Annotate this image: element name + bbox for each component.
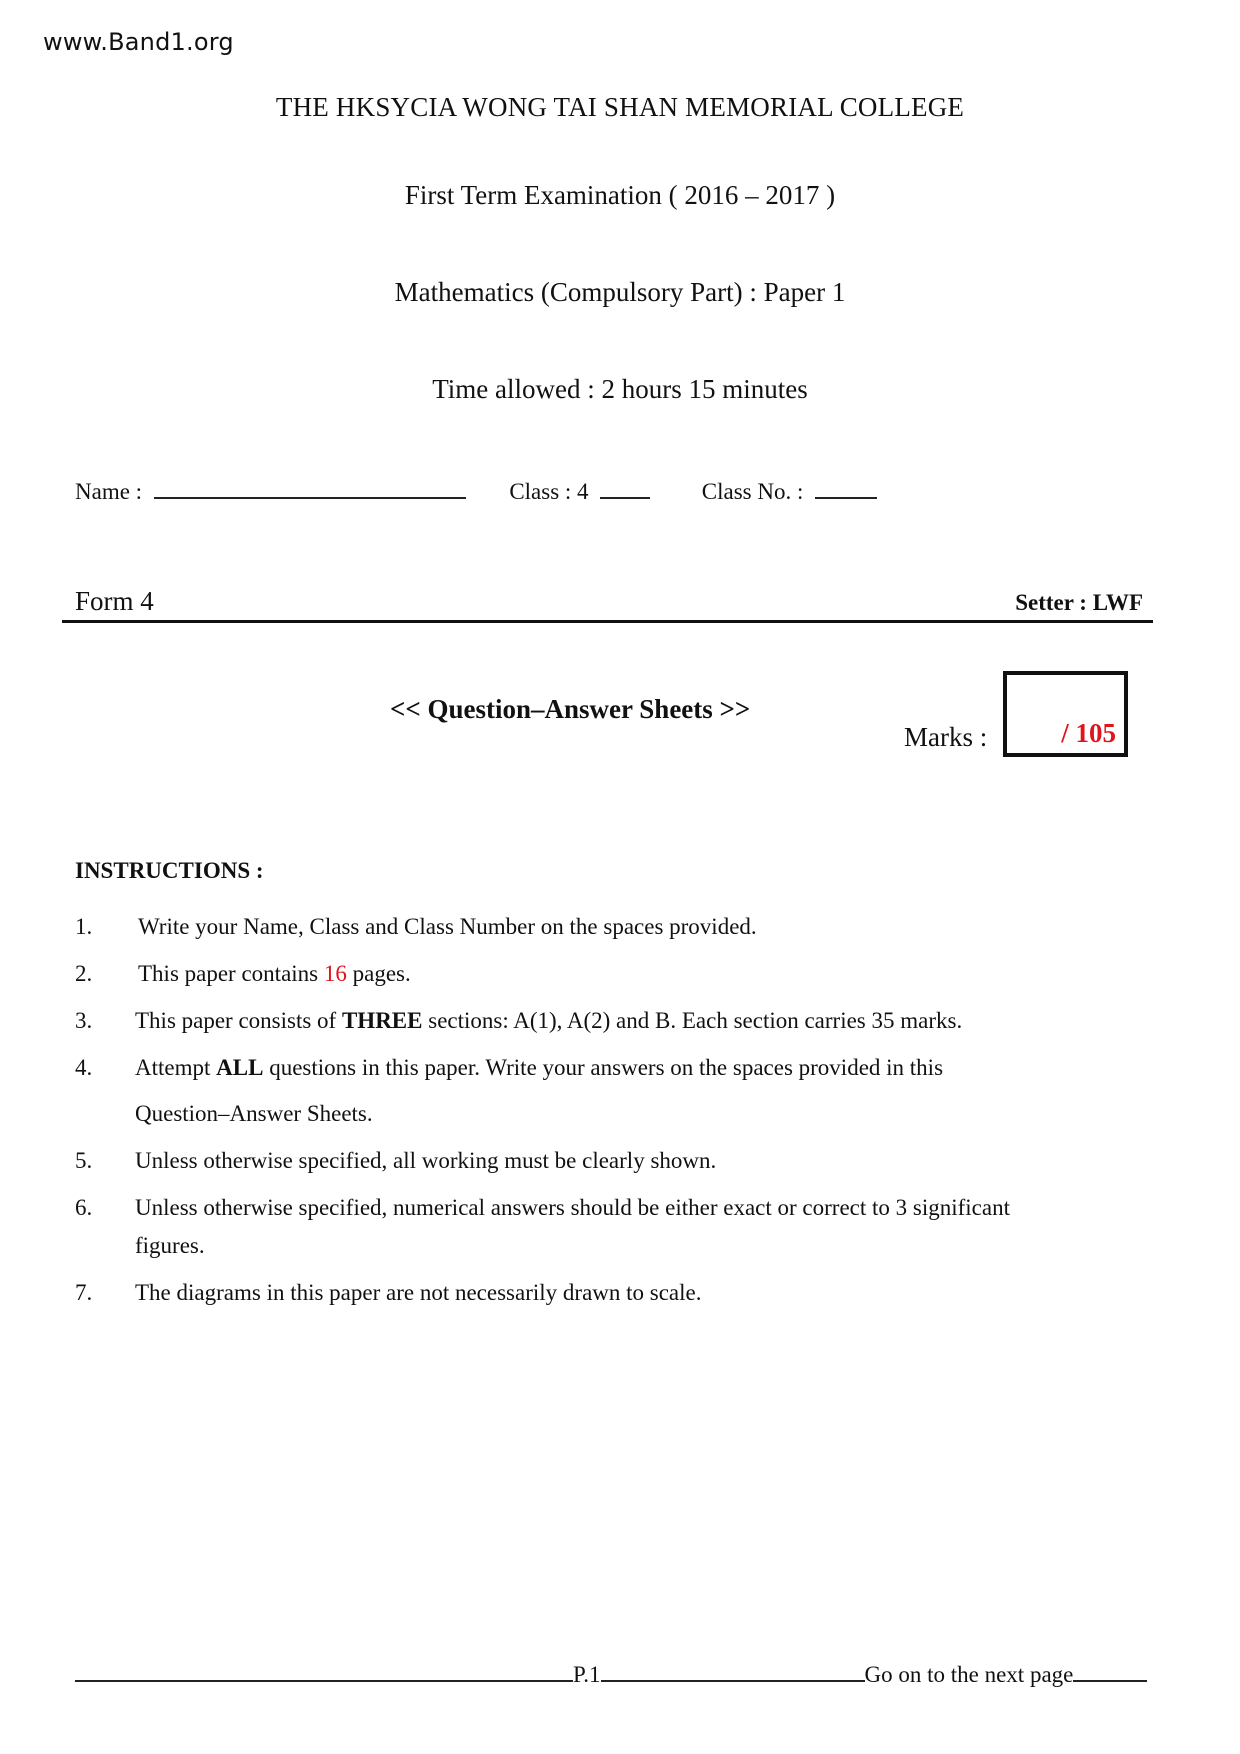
instruction-continuation: figures. xyxy=(135,1233,205,1258)
footer-rule-right xyxy=(1073,1660,1147,1682)
student-info-row xyxy=(75,477,877,505)
marks-box[interactable] xyxy=(1003,671,1128,757)
next-page-note: Go on to the next page xyxy=(864,1662,1074,1687)
setter-label: Setter : LWF xyxy=(1015,590,1143,615)
name-label: Name : xyxy=(75,479,143,504)
page-count: 16 xyxy=(323,961,347,986)
school-name: THE HKSYCIA WONG TAI SHAN MEMORIAL COLLEGE xyxy=(275,92,965,122)
exam-title: First Term Examination ( 2016 – 2017 ) xyxy=(404,180,836,210)
instruction-item: 7. The diagrams in this paper are not necessarily drawn to scale. xyxy=(75,1280,702,1305)
name-field[interactable] xyxy=(154,477,466,499)
marks-total: / 105 xyxy=(1061,718,1116,748)
sheet-title: << Question–Answer Sheets >> xyxy=(390,694,751,724)
subject-title: Mathematics (Compulsory Part) : Paper 1 xyxy=(394,277,846,307)
page-number: P.1 xyxy=(573,1662,601,1687)
instruction-item: 5. Unless otherwise specified, all working must be clearly shown. xyxy=(75,1148,717,1173)
header-divider xyxy=(62,620,1153,623)
class-no-label: Class No. : xyxy=(701,479,804,504)
instruction-item: 3. This paper consists of THREE sections: A(1), A(2) and B. Each section carries 35 marks. xyxy=(75,1008,963,1033)
instruction-item: 2. This paper contains 16 pages. xyxy=(75,961,411,986)
class-no-field[interactable] xyxy=(815,477,877,499)
footer-rule-middle xyxy=(601,1660,865,1682)
instructions-heading: INSTRUCTIONS : xyxy=(75,858,264,883)
watermark: www.Band1.org xyxy=(43,28,234,56)
time-allowed: Time allowed : 2 hours 15 minutes xyxy=(432,374,808,404)
marks-label: Marks : xyxy=(904,722,988,752)
class-field[interactable] xyxy=(600,477,650,499)
form-label: Form 4 xyxy=(75,586,154,616)
class-label: Class : 4 xyxy=(509,479,589,504)
page-footer xyxy=(75,1660,1147,1688)
instruction-item: 6. Unless otherwise specified, numerical answers should be either exact or correct to 3 significant xyxy=(75,1195,1010,1220)
instruction-item: 1. Write your Name, Class and Class Number on the spaces provided. xyxy=(75,914,757,939)
instruction-item: 4. Attempt ALL questions in this paper. Write your answers on the spaces provided in this xyxy=(75,1055,944,1080)
footer-rule-left xyxy=(75,1660,573,1682)
instruction-continuation: Question–Answer Sheets. xyxy=(135,1101,373,1126)
